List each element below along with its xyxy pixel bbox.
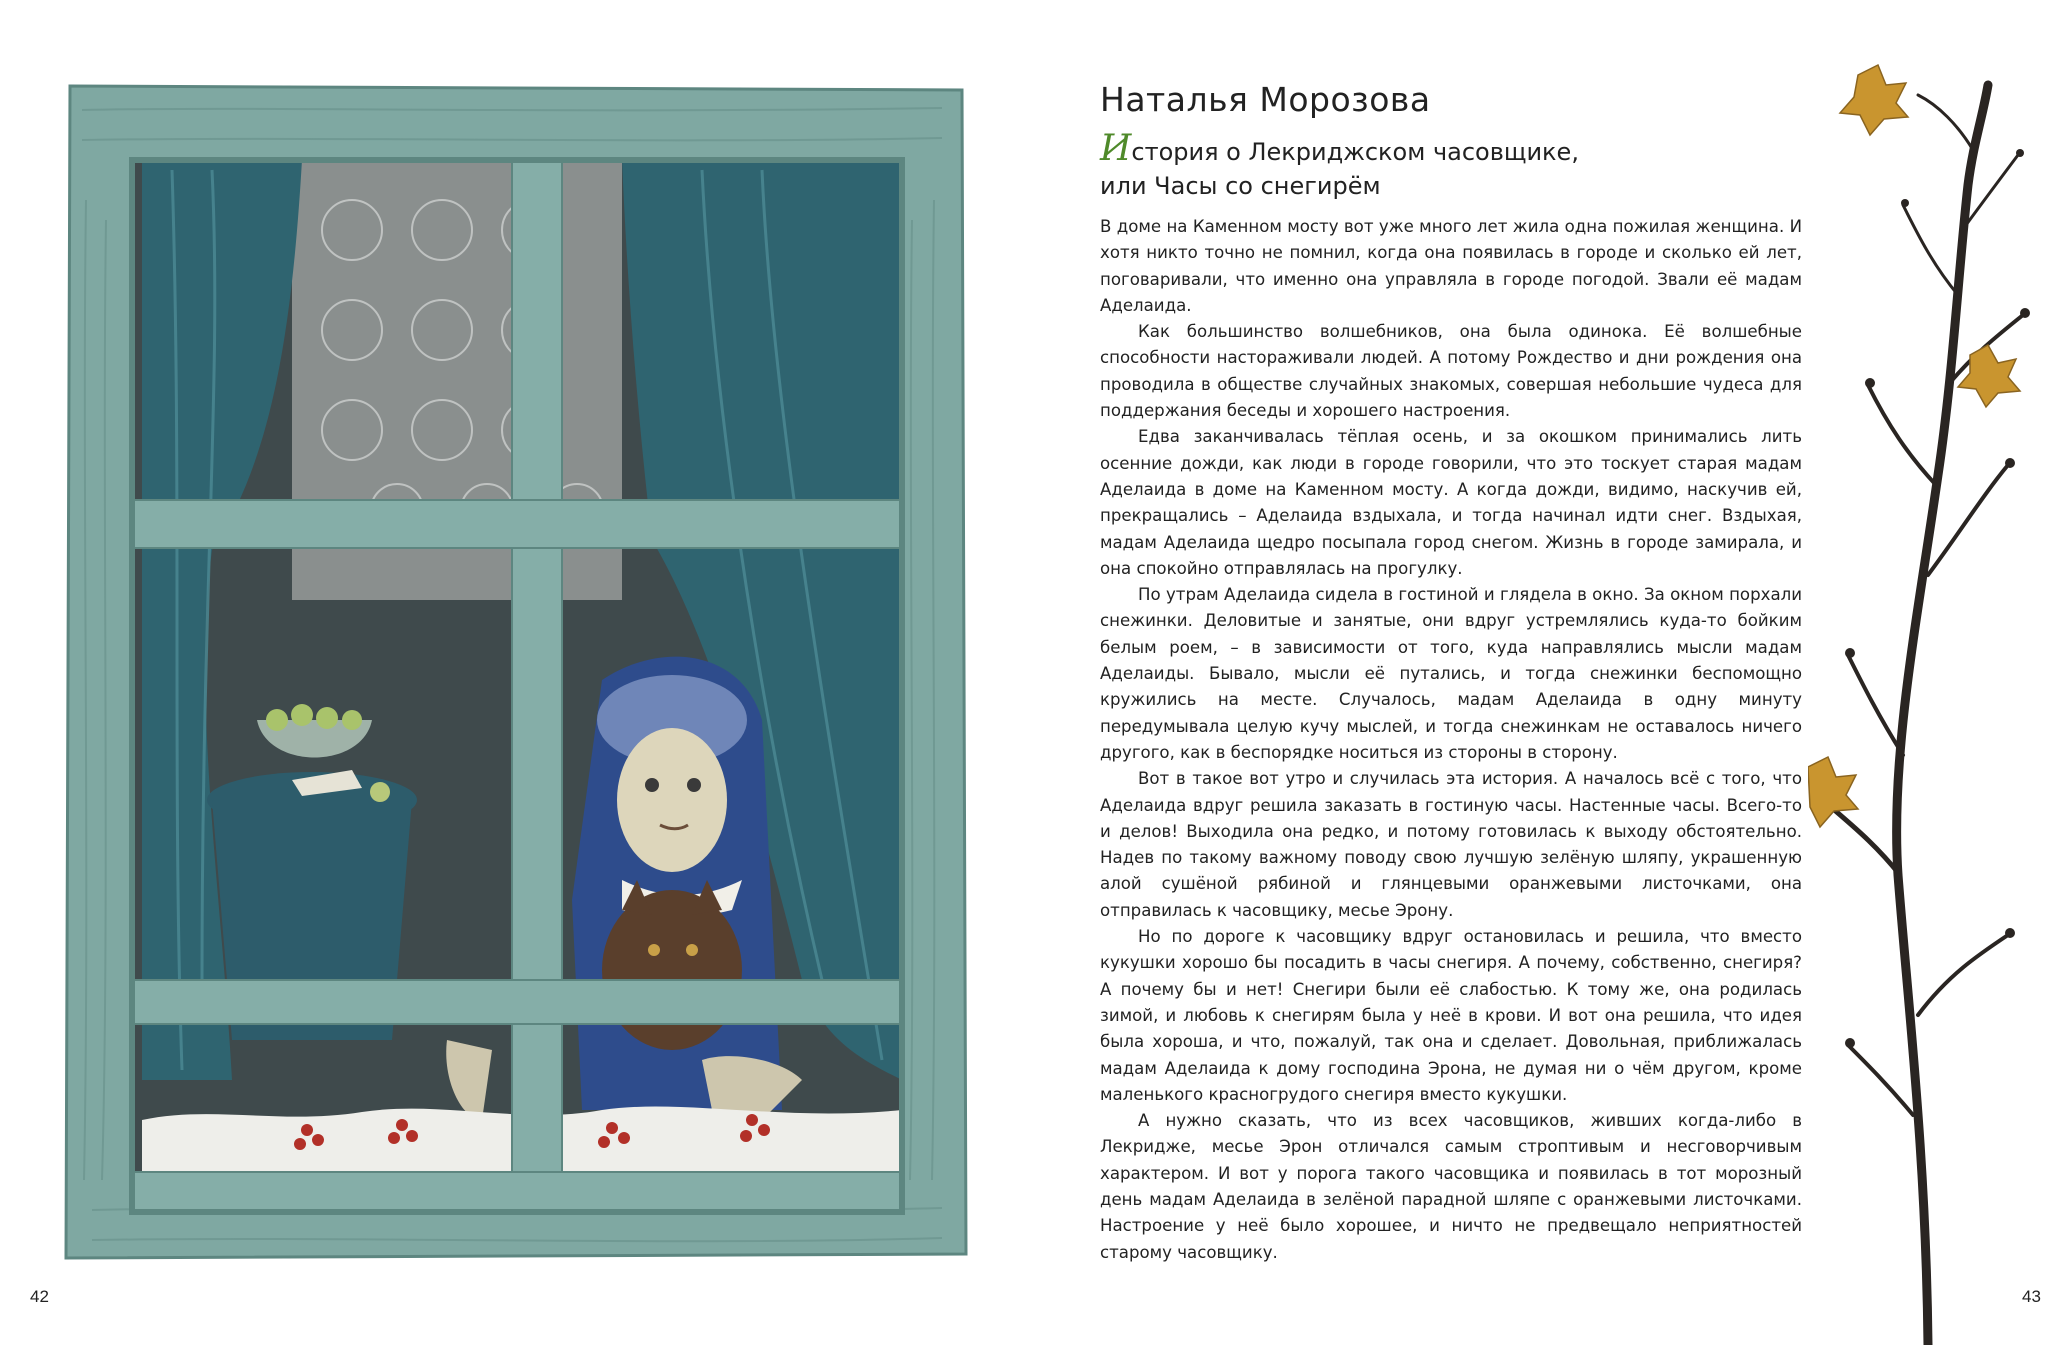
title-line-1-text: стория о Лекриджском часовщике, — [1131, 138, 1579, 166]
page-number-left: 42 — [30, 1287, 49, 1306]
title-initial: И — [1100, 128, 1132, 169]
title-line-1 — [1100, 128, 1660, 169]
paragraph: А нужно сказать, что из всех часовщиков, живших когда-либо в Лекридже, месье Эрон отличался самым строптивым и несговорчивым характером. И вот у порога такого часовщика и появилась в тот морозный день мадам Аделаида в зелёной парадной шляпе с оранжевыми листочками. Настроение у неё было хорошее, и ничто не предвещало неприятностей старому часовщику. — [1100, 1111, 1802, 1262]
story-title — [1100, 128, 1660, 203]
paragraph: В доме на Каменном мосту вот уже много лет жила одна пожилая женщина. И хотя никто точно не помнил, когда она появилась в городе и сколько ей лет, поговаривали, что именно она управляла в городе погодой. Звали её мадам Аделаида. — [1100, 217, 1802, 315]
page-number-right: 43 — [2022, 1287, 2041, 1306]
title-line-2: или Часы со снегирём — [1100, 172, 1381, 200]
author-name: Наталья Морозова — [1100, 80, 1431, 119]
paragraph: Едва заканчивалась тёплая осень, и за окошком принимались лить осенние дожди, как люди в городе говорили, что это тоскует старая мадам Аделаида в доме на Каменном мосту. А когда дожди, видимо, наскучив ей, прекращались – Аделаида вздыхала, и тогда начинал идти снег. Вздыхая, мадам Аделаида щедро посыпала город снегом. Жизнь в городе замирала, и она спокойно отправлялась на прогулку. — [1100, 427, 1802, 578]
paragraph: Как большинство волшебников, она была одинока. Её волшебные способности настораживали людей. А потому Рождество и дни рождения она проводила в обществе случайных знакомых, совершая небольшие чудеса для поддержания беседы и хорошего настроения. — [1100, 322, 1802, 421]
window-scene-illustration — [62, 80, 972, 1262]
paragraph: Но по дороге к часовщику вдруг остановилась и решила, что вместо кукушки хорошо бы посадить в часы снегиря. А почему, собственно, снегиря? А почему бы и нет! Снегири были её слабостью. К тому же, она родилась зимой, и любовь к снегирям была у неё в крови. И вот она решила, что идея была хороша, и что, пожалуй, так она и сделает. Довольная, приближалась мадам Аделаида к дому господина Эрона, не думая ни о чём другом, кроме маленького красногрудого снегиря вместо кукушки. — [1100, 927, 1802, 1104]
branch-with-leaves-illustration — [1808, 55, 2040, 1345]
story-body — [1100, 214, 1802, 1266]
paragraph: Вот в такое вот утро и случилась эта история. А началось всё с того, что Аделаида вдруг решила заказать в гостиную часы. Настенные часы. Всего-то и делов! Выходила она редко, и потому готовилась к выходу обстоятельно. Надев по такому важному поводу свою лучшую зелёную шляпу, украшенную алой сушёной рябиной и глянцевыми оранжевыми листочками, она отправилась к часовщику, месье Эрону. — [1100, 769, 1802, 920]
paragraph: По утрам Аделаида сидела в гостиной и глядела в окно. За окном порхали снежинки. Деловитые и занятые, они вдруг устремлялись куда-то бойким белым роем, – в зависимости от того, куда направлялись мысли мадам Аделаиды. Бывало, мысли её путались, и тогда снежинки беспомощно кружились на месте. Случалось, мадам Аделаида в одну минуту передумывала целую кучу мыслей, и тогда снежинкам не оставалось ничего другого, как в беспорядке носиться из стороны в сторону. — [1100, 585, 1802, 762]
